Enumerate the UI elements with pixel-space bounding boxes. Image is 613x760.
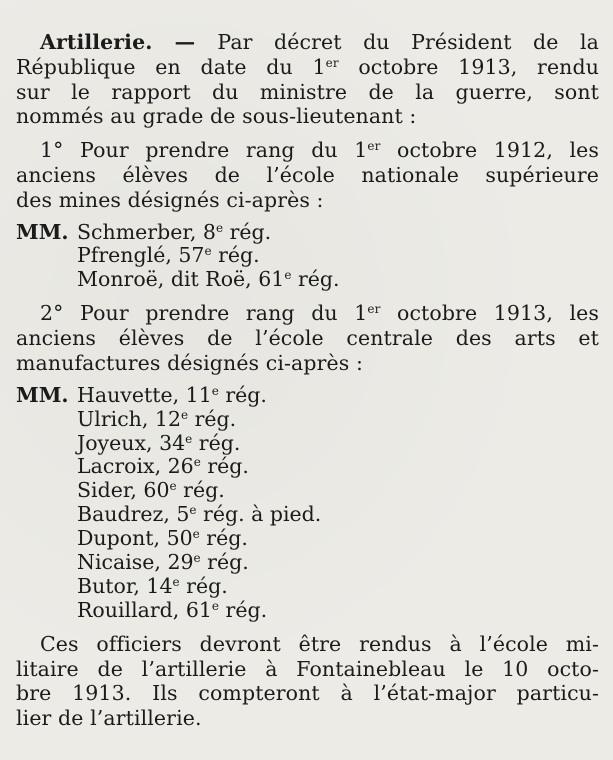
list-item: [16, 455, 599, 479]
name-tail: rég.: [188, 406, 237, 431]
name-sup: e: [193, 455, 201, 470]
name-sup: e: [172, 574, 180, 589]
list-item: [16, 221, 599, 245]
name-entry: [77, 599, 267, 623]
name-text: Lacroix, 26: [77, 454, 194, 479]
name-tail: rég.: [192, 430, 241, 455]
name-entry: [77, 503, 321, 527]
section-1-line-1-sup: er: [367, 139, 381, 154]
list-item: [16, 527, 599, 551]
name-tail: rég.: [219, 597, 268, 622]
name-sup: e: [193, 551, 201, 566]
list-item: [16, 244, 599, 268]
name-sup: e: [192, 527, 200, 542]
mm-label-spacer: [16, 575, 77, 599]
list-item: [16, 384, 599, 408]
mm-label-spacer: [16, 455, 77, 479]
section-2-line-1-pre: 2° Pour prendre rang du 1: [40, 301, 368, 326]
section-2-line-2: anciens élèves de l’école centrale des arts et: [16, 326, 599, 351]
section-1-line-1-post: octobre 1912, les: [380, 138, 599, 163]
mm-label-spacer: [16, 479, 77, 503]
name-tail: rég.: [200, 454, 249, 479]
name-tail: rég.: [218, 382, 267, 407]
section-1-line-1-pre: 1° Pour prendre rang du 1: [40, 138, 368, 163]
name-entry: [77, 479, 225, 503]
name-tail: rég.: [211, 243, 260, 268]
closing-line-2: litaire de l’artillerie à Fontainebleau le 10 octo-: [16, 656, 599, 681]
closing-line-3: bre 1913. Ils compteront à l’état-major particu-: [16, 681, 599, 706]
section-2-line-1-sup: er: [367, 302, 381, 317]
name-entry: [77, 432, 240, 456]
mm-label: MM.: [16, 219, 69, 244]
name-entry: [77, 575, 228, 599]
intro-line-2: [16, 55, 599, 80]
section-2-name-list: [16, 384, 599, 623]
section-1-paragraph: [16, 138, 599, 212]
section-1-line-1: [16, 138, 599, 163]
name-tail: rég.: [291, 267, 340, 292]
name-entry: [77, 527, 248, 551]
name-text: Baudrez, 5: [77, 502, 190, 527]
name-tail: rég. à pied.: [196, 502, 322, 527]
name-text: Hauvette, 11: [77, 382, 212, 407]
intro-line-1-text: Par décret du Président de la: [217, 30, 600, 54]
list-item: [16, 268, 599, 292]
intro-line-2-sup: er: [325, 55, 339, 70]
closing-line-1: Ces officiers devront être rendus à l’école mi-: [40, 631, 599, 656]
intro-line-2-post: octobre 1913, rendu: [338, 54, 600, 79]
list-item: [16, 503, 599, 527]
name-entry: [77, 244, 260, 268]
name-text: Pfrenglé, 57: [77, 243, 205, 268]
name-text: Joyeux, 34: [77, 430, 186, 455]
intro-line-2-pre: République en date du 1: [16, 54, 326, 79]
list-item: [16, 575, 599, 599]
intro-line-3: sur le rapport du ministre de la guerre, sont: [16, 79, 599, 104]
name-tail: rég.: [176, 478, 225, 503]
mm-label-spacer: [16, 503, 77, 527]
name-tail: rég.: [200, 550, 249, 575]
mm-label-spacer: [16, 408, 77, 432]
heading-artillerie: Artillerie.: [40, 30, 153, 54]
name-entry: [77, 408, 236, 432]
mm-label-spacer: [16, 527, 77, 551]
name-sup: e: [284, 268, 292, 283]
name-tail: rég.: [223, 219, 272, 244]
mm-label-spacer: [16, 244, 77, 268]
name-entry: [77, 221, 271, 245]
section-1-line-3: des mines désignés ci-après :: [16, 187, 324, 212]
name-tail: rég.: [199, 526, 248, 551]
name-text: Ulrich, 12: [77, 406, 181, 431]
name-tail: rég.: [179, 573, 228, 598]
closing-line-4: lier de l’artillerie.: [16, 706, 202, 731]
name-text: Monroë, dit Roë, 61: [77, 267, 285, 292]
mm-label-spacer: [16, 551, 77, 575]
name-text: Butor, 14: [77, 573, 173, 598]
mm-label-spacer: [16, 599, 77, 623]
section-1-line-2: anciens élèves de l’école nationale supérieure: [16, 162, 599, 187]
intro-line-1: [16, 30, 599, 55]
section-2-paragraph: [16, 301, 599, 375]
section-2-line-1-post: octobre 1913, les: [380, 301, 599, 326]
name-entry: [77, 384, 267, 408]
name-text: Nicaise, 29: [77, 550, 194, 575]
list-item: [16, 432, 599, 456]
name-sup: e: [185, 431, 193, 446]
section-2-line-1: [16, 301, 599, 326]
intro-line-4: nommés au grade de sous-lieutenant :: [16, 104, 417, 129]
name-entry: [77, 268, 340, 292]
list-item: [16, 408, 599, 432]
name-sup: e: [181, 407, 189, 422]
list-item: [16, 599, 599, 623]
section-1-name-list: [16, 221, 599, 293]
list-item: [16, 551, 599, 575]
heading-dash: —: [152, 30, 218, 54]
name-sup: e: [189, 503, 197, 518]
name-text: Rouillard, 61: [77, 597, 212, 622]
name-sup: e: [211, 598, 220, 613]
name-text: Schmerber, 8: [77, 219, 216, 244]
name-entry: [77, 455, 249, 479]
name-entry: [77, 551, 249, 575]
intro-paragraph: [16, 30, 599, 129]
name-sup: e: [215, 220, 224, 235]
name-sup: e: [169, 479, 177, 494]
section-2-line-3: manufactures désignés ci-après :: [16, 350, 363, 375]
mm-label-spacer: [16, 432, 77, 456]
mm-label: MM.: [16, 382, 69, 407]
name-sup: e: [204, 244, 212, 259]
closing-paragraph: [16, 632, 599, 731]
name-sup: e: [211, 383, 219, 398]
name-text: Dupont, 50: [77, 526, 193, 551]
list-item: [16, 479, 599, 503]
name-text: Sider, 60: [77, 478, 170, 503]
mm-label-spacer: [16, 268, 77, 292]
